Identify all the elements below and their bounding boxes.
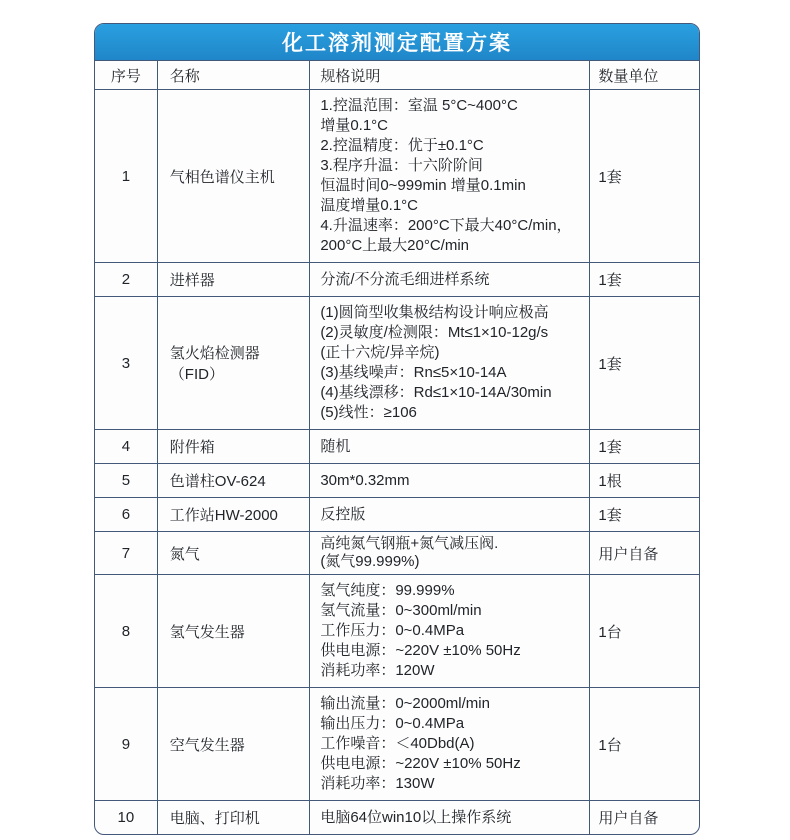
cell-qty: 1根 [589,464,699,497]
column-header-qty: 数量单位 [589,61,699,89]
spec-line: 供电电源：~220V ±10% 50Hz [320,642,521,659]
spec-line: 氢气流量：0~300ml/min [320,602,482,619]
column-header-spec: 规格说明 [309,61,589,89]
cell-no: 5 [121,472,131,489]
cell-no: 9 [121,735,131,753]
cell-qty: 用户自备 [589,801,699,834]
table-row-10 [95,800,699,834]
header-row [95,61,699,89]
cell-no: 4 [121,438,131,455]
spec-line: 消耗功率：120W [320,662,435,679]
spec-line: (1)圆筒型收集极结构设计响应极高 [320,304,549,321]
cell-qty: 1台 [589,688,699,800]
table-row-9 [95,687,699,800]
table-row-2 [95,262,699,296]
cell-qty: 1套 [589,263,699,296]
spec-line: 消耗功率：130W [320,775,435,792]
spec-line: (正十六烷/异辛烷) [320,344,440,361]
cell-spec [309,430,589,463]
spec-line: (3)基线噪声：Rn≤5×10-14A [320,364,507,381]
spec-line: 工作噪音：＜40Dbd(A) [320,735,475,752]
cell-name: 气相色谱仪主机 [157,90,310,262]
table-row-1 [95,89,699,262]
spec-line: (5)线性：≥106 [320,404,417,421]
cell-name: 进样器 [157,263,310,296]
table-row-6 [95,497,699,531]
cell-no: 6 [121,506,131,523]
spec-line: (4)基线漂移：Rd≤1×10-14A/30min [320,384,552,401]
spec-line: 3.程序升温：十六阶阶间 [320,157,483,174]
spec-line: 200°C上最大20°C/min [320,237,470,254]
cell-no: 3 [121,354,131,372]
cell-spec [309,801,589,834]
spec-line: 工作压力：0~0.4MPa [320,622,465,639]
spec-line: 输出流量：0~2000ml/min [320,695,490,712]
spec-line: 1.控温范围：室温 5°C~400°C [320,97,518,114]
cell-qty: 用户自备 [589,532,699,574]
spec-line: 30m*0.32mm [320,471,410,489]
cell-qty: 1套 [589,430,699,463]
cell-qty: 1套 [589,498,699,531]
cell-name: 附件箱 [157,430,310,463]
cell-name: 色谱柱OV-624 [157,464,310,497]
column-header-no: 序号 [110,67,141,85]
cell-spec [309,532,589,574]
cell-name: 空气发生器 [157,688,310,800]
cell-spec [309,464,589,497]
cell-name: 氮气 [157,532,310,574]
cell-spec [309,688,589,800]
cell-name: 工作站HW-2000 [157,498,310,531]
spec-line: 氢气纯度：99.999% [320,582,455,599]
spec-line: 供电电源：~220V ±10% 50Hz [320,755,521,772]
spec-line: (2)灵敏度/检测限：Mt≤1×10-12g/s [320,324,549,341]
cell-no: 7 [121,544,131,562]
spec-line: 2.控温精度：优于±0.1°C [320,137,484,154]
cell-no: 8 [121,622,131,640]
table-row-3 [95,296,699,429]
spec-line: 增量0.1°C [320,117,388,134]
cell-spec [309,297,589,429]
spec-line: 高纯氮气钢瓶+氮气减压阀. [320,535,499,552]
cell-spec [309,498,589,531]
spec-line: 反控版 [320,505,366,523]
column-header-name: 名称 [157,61,310,89]
cell-name: 氢火焰检测器（FID） [157,297,310,429]
spec-table [94,23,700,835]
table-title-bar [95,24,699,61]
table-row-4 [95,429,699,463]
cell-spec [309,90,589,262]
cell-spec [309,575,589,687]
spec-line: 随机 [320,437,351,455]
table-row-7 [95,531,699,574]
cell-name: 氢气发生器 [157,575,310,687]
cell-no: 2 [121,271,131,288]
spec-line: (氮气99.999%) [320,553,420,570]
table-row-8 [95,574,699,687]
cell-name: 电脑、打印机 [157,801,310,834]
spec-line: 分流/不分流毛细进样系统 [320,270,490,288]
spec-line: 温度增量0.1°C [320,197,418,214]
spec-line: 4.升温速率：200°C下最大40°C/min， [320,217,572,234]
cell-no: 10 [117,809,135,826]
spec-line: 恒温时间0~999min 增量0.1min [320,177,526,194]
spec-line: 电脑64位win10以上操作系统 [320,808,512,826]
table-title: 化工溶剂测定配置方案 [282,32,512,55]
spec-line: 输出压力：0~0.4MPa [320,715,465,732]
cell-qty: 1套 [589,297,699,429]
table-row-5 [95,463,699,497]
cell-qty: 1台 [589,575,699,687]
cell-no: 1 [121,167,131,185]
cell-qty: 1套 [589,90,699,262]
cell-spec [309,263,589,296]
